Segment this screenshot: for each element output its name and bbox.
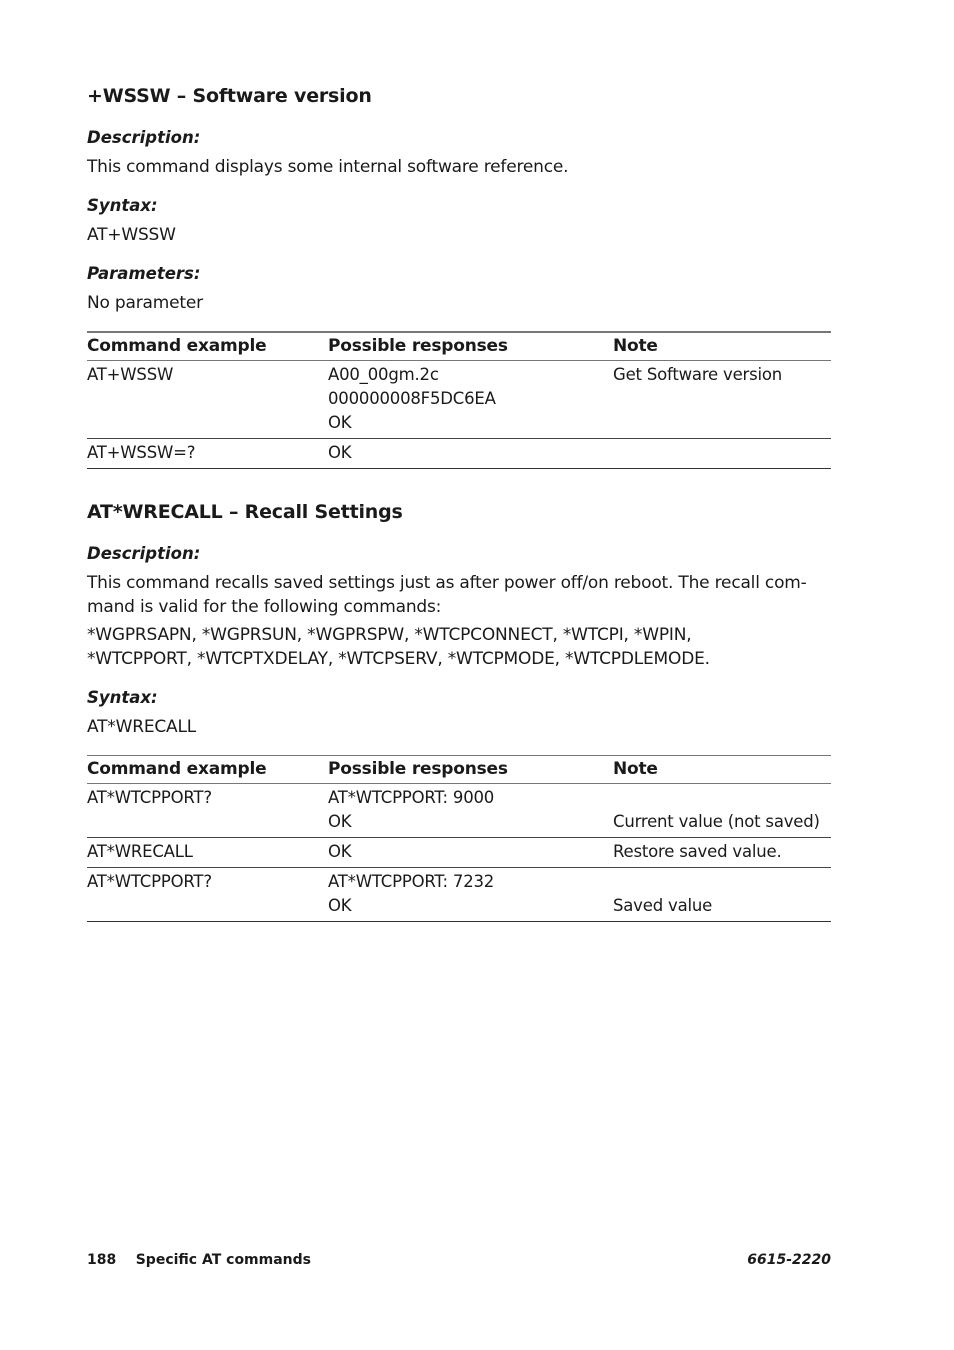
note-line: Get Software version	[613, 365, 783, 384]
cell-note	[613, 868, 831, 922]
cell-responses	[328, 868, 613, 922]
table-row	[87, 784, 831, 838]
header-responses: Possible responses	[328, 332, 613, 361]
response-line: OK	[328, 812, 352, 831]
wssw-table	[87, 331, 831, 469]
description-label: Description:	[87, 544, 201, 563]
section-title-wrecall: AT*WRECALL – Recall Settings	[87, 501, 403, 523]
table-row	[87, 868, 831, 922]
page-content	[87, 84, 831, 922]
header-command: Command example	[87, 756, 328, 784]
header-note: Note	[613, 756, 831, 784]
cell-command: AT+WSSW=?	[87, 439, 328, 469]
footer-doc-number: 6615-2220	[747, 1252, 831, 1268]
note-line	[613, 870, 831, 894]
parameters-text: No parameter	[87, 293, 203, 313]
note-line: Current value (not saved)	[613, 812, 820, 831]
cell-command: AT*WRECALL	[87, 838, 328, 868]
footer-page-info: 188 Specific AT commands	[87, 1252, 311, 1268]
response-line: 000000008F5DC6EA	[328, 389, 496, 408]
parameters-label: Parameters:	[87, 264, 201, 283]
syntax-label: Syntax:	[87, 196, 158, 215]
header-responses: Possible responses	[328, 756, 613, 784]
cell-command: AT*WTCPPORT?	[87, 868, 328, 922]
note-line	[613, 786, 831, 810]
table-header-row	[87, 332, 831, 361]
response-line: OK	[328, 896, 352, 915]
header-note: Note	[613, 332, 831, 361]
syntax-text: AT*WRECALL	[87, 717, 196, 737]
cell-note	[613, 439, 831, 469]
response-line: AT*WTCPPORT: 9000	[328, 788, 495, 807]
wrecall-table	[87, 755, 831, 922]
response-line: OK	[328, 443, 352, 462]
table-row	[87, 361, 831, 439]
cell-responses	[328, 838, 613, 868]
cell-responses	[328, 784, 613, 838]
response-line: A00_00gm.2c	[328, 365, 439, 384]
cell-command: AT*WTCPPORT?	[87, 784, 328, 838]
cell-note	[613, 361, 831, 439]
page-footer	[87, 1250, 831, 1270]
description-text: This command displays some internal software reference.	[87, 157, 569, 177]
syntax-text: AT+WSSW	[87, 225, 176, 245]
cell-command: AT+WSSW	[87, 361, 328, 439]
response-line: OK	[328, 413, 352, 432]
description-text-line: This command recalls saved settings just as after power off/on reboot. The recall com-	[87, 573, 807, 593]
note-line: Saved value	[613, 896, 713, 915]
table-row	[87, 838, 831, 868]
cell-responses	[328, 439, 613, 469]
command-list-line: *WGPRSAPN, *WGPRSUN, *WGPRSPW, *WTCPCONNECT, *WTCPI, *WPIN,	[87, 625, 692, 645]
syntax-label: Syntax:	[87, 688, 158, 707]
table-row	[87, 439, 831, 469]
response-line: AT*WTCPPORT: 7232	[328, 872, 495, 891]
note-line: Restore saved value.	[613, 842, 782, 861]
response-line: OK	[328, 842, 352, 861]
header-command: Command example	[87, 332, 328, 361]
description-label: Description:	[87, 128, 201, 147]
cell-responses	[328, 361, 613, 439]
section-title-wssw: +WSSW – Software version	[87, 85, 372, 107]
cell-note	[613, 784, 831, 838]
command-list-line: *WTCPPORT, *WTCPTXDELAY, *WTCPSERV, *WTCPMODE, *WTCPDLEMODE.	[87, 649, 710, 669]
description-text-line: mand is valid for the following commands:	[87, 597, 442, 617]
cell-note	[613, 838, 831, 868]
table-header-row	[87, 756, 831, 784]
